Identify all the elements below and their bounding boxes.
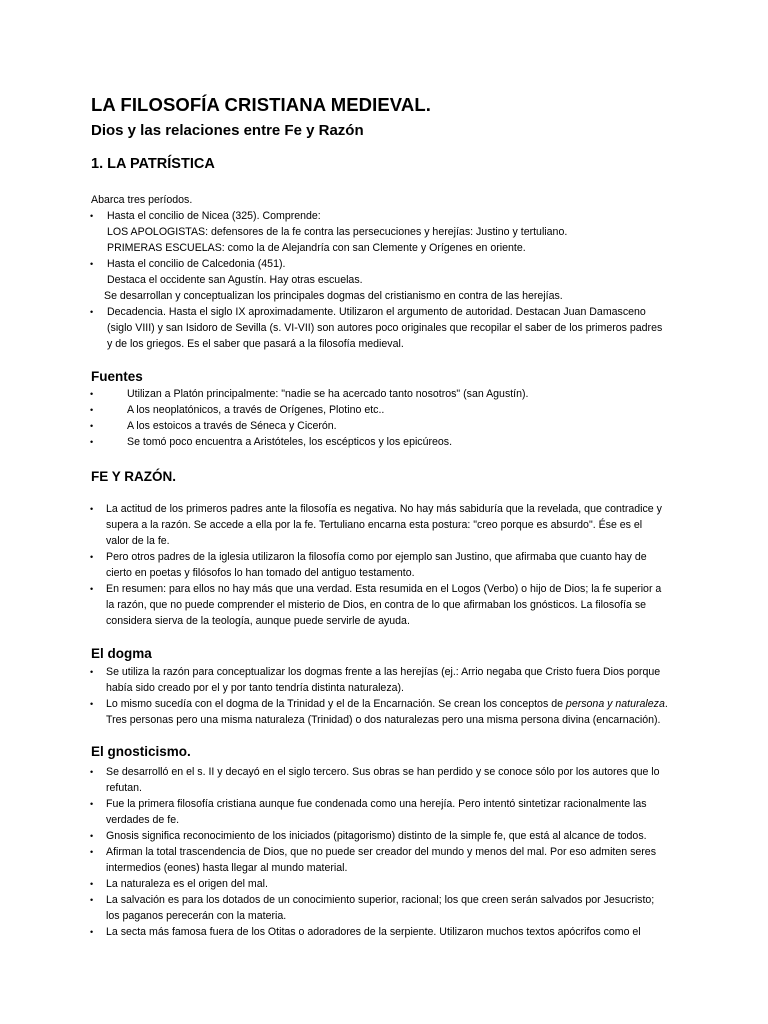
bullet-icon: • [90,879,94,889]
section-heading-fuentes: Fuentes [91,369,143,384]
list-item-line: A los neoplatónicos, a través de Orígenes, Plotino etc.. [127,404,385,416]
list-item-line: Utilizan a Platón principalmente: "nadie se ha acercado tanto nosotros" (san Agustín). [127,388,529,400]
list-item-line: Decadencia. Hasta el siglo IX aproximadamente. Utilizaron el argumento de autoridad. Destacan Juan Damasceno [107,306,646,318]
bullet-icon: • [90,799,94,809]
bullet-icon: • [90,552,94,562]
list-item-line: valor de la fe. [106,535,170,547]
list-item-line: A los estoicos a través de Séneca y Cicerón. [127,420,337,432]
list-item-line: La secta más famosa fuera de los Otitas o adoradores de la serpiente. Utilizaron muchos textos apócrifos como el [106,926,641,938]
section-heading-gnosticismo: El gnosticismo. [91,744,191,759]
list-item-line: cierto en poetas y filósofos lo han tomado del antiguo testamento. [106,567,415,579]
list-item-line [106,697,668,712]
list-item-line: Fue la primera filosofía cristiana aunque fue condenada como una herejía. Pero intentó sintetizar racionalmente las [106,798,647,810]
bullet-icon: • [90,437,94,447]
list-item-line: había sido creado por el y por tanto tendría distinta naturaleza). [106,682,404,694]
bullet-icon: • [90,699,94,709]
section-intro: Abarca tres períodos. [91,194,193,206]
list-item-line: Gnosis significa reconocimiento de los iniciados (pitagorismo) distinto de la simple fe, que está al alcance de todos. [106,830,647,842]
list-item-line: Pero otros padres de la iglesia utilizaron la filosofía como por ejemplo san Justino, que afirmaba que cuanto hay de [106,551,647,563]
list-item-line: En resumen: para ellos no hay más que una verdad. Esta resumida en el Logos (Verbo) o hijo de Dios; la fe superior a [106,583,662,595]
bullet-icon: • [90,389,94,399]
list-item-line: refutan. [106,782,142,794]
section-heading-fe-razon: FE Y RAZÓN. [91,469,177,484]
bullet-icon: • [90,421,94,431]
list-item-line: La actitud de los primeros padres ante la filosofía es negativa. No hay más sabiduría que la revelada, que contradice y [106,503,662,515]
bullet-icon: • [90,504,94,514]
bullet-icon: • [90,927,94,937]
list-item-line: Se tomó poco encuentra a Aristóteles, los escépticos y los epicúreos. [127,436,453,448]
list-item-line: LOS APOLOGISTAS: defensores de la fe contra las persecuciones y herejías: Justino y tertuliano. [107,226,568,238]
list-item-line: Se desarrolló en el s. II y decayó en el siglo tercero. Sus obras se han perdido y se conoce sólo por los autores que lo [106,766,660,778]
list-item-line: PRIMERAS ESCUELAS: como la de Alejandría con san Clemente y Orígenes en oriente. [107,242,526,254]
bullet-icon: • [90,211,94,221]
bullet-icon: • [90,831,94,841]
list-item-line: la razón, que no puede comprender el misterio de Dios, en contra de lo que afirmaban los gnósticos. La filosofía se [106,599,647,611]
list-item-line: supera a la razón. Se accede a ella por la fe. Tertuliano encarna esta postura: "creo porque es absurdo". Ése es el [106,519,643,531]
bullet-icon: • [90,847,94,857]
text-run: . [664,698,668,710]
document-title: LA FILOSOFÍA CRISTIANA MEDIEVAL. [91,94,431,115]
italic-text: persona y naturaleza [565,698,665,710]
bullet-icon: • [90,895,94,905]
list-item-line: Tres personas pero una misma naturaleza (Trinidad) o dos naturalezas pero una misma persona divina (encarnación). [106,714,661,726]
list-item-line: Hasta el concilio de Nicea (325). Comprende: [107,210,321,222]
bullet-icon: • [90,667,94,677]
list-item-line: Hasta el concilio de Calcedonia (451). [107,258,286,270]
bullet-icon: • [90,405,94,415]
list-item-line: Se desarrollan y conceptualizan los principales dogmas del cristianismo en contra de las herejías. [104,290,563,302]
list-item-line: los paganos perecerán con la materia. [106,910,287,922]
list-item-line: Se utiliza la razón para conceptualizar los dogmas frente a las herejías (ej.: Arrio negaba que Cristo fuera Dios porque [106,666,661,678]
section-heading-patristica: 1. LA PATRÍSTICA [91,156,215,172]
list-item-line: Destaca el occidente san Agustín. Hay otras escuelas. [107,274,363,286]
bullet-icon: • [90,259,94,269]
list-item-line: (siglo VIII) y san Isidoro de Sevilla (s. VI-VII) son autores poco originales que recopilar el saber de los primeros padres [107,322,663,334]
document-subtitle: Dios y las relaciones entre Fe y Razón [91,122,364,139]
bullet-icon: • [90,584,94,594]
section-heading-dogma: El dogma [91,646,152,661]
list-item-line: verdades de fe. [106,814,180,826]
list-item-line: considera sierva de la teología, aunque puede servirle de ayuda. [106,615,410,627]
list-item-line: y de los griegos. Es el saber que pasará a la filosofía medieval. [107,338,404,350]
bullet-icon: • [90,307,94,317]
list-item-line: La naturaleza es el origen del mal. [106,878,268,890]
list-item-line: Afirman la total trascendencia de Dios, que no puede ser creador del mundo y menos del mal. Por eso admiten seres [106,846,656,858]
list-item-line: intermedios (eones) hasta llegar al mundo material. [106,862,348,874]
list-item-line: La salvación es para los dotados de un conocimiento superior, racional; los que creen serán salvados por Jesucristo; [106,894,655,906]
bullet-icon: • [90,767,94,777]
text-run: Lo mismo sucedía con el dogma de la Trinidad y el de la Encarnación. Se crean los conceptos de [106,698,566,710]
